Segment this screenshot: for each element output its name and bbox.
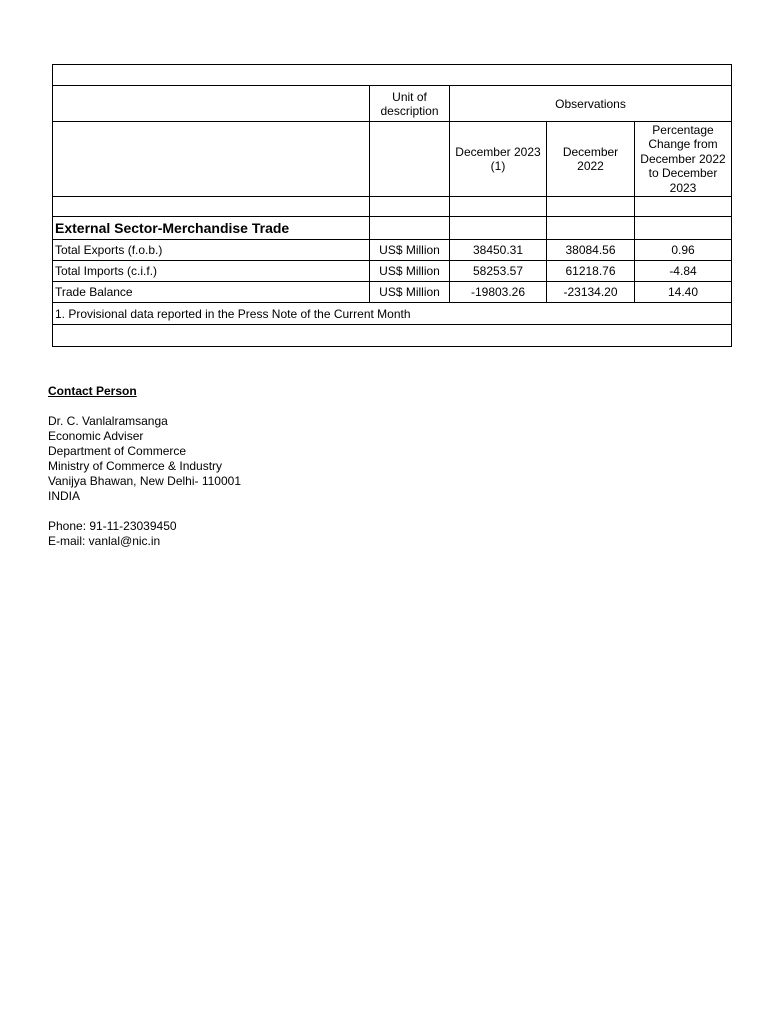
row-dec-2022-value: 38084.56	[547, 240, 635, 261]
trade-data-table	[52, 64, 732, 347]
dec-2022-header: December 2022	[547, 122, 635, 197]
dec-2023-header: December 2023 (1)	[450, 122, 547, 197]
footnote-row	[53, 303, 732, 325]
row-dec-2022-value: 61218.76	[547, 261, 635, 282]
contact-department: Department of Commerce	[48, 444, 187, 458]
table-top-empty-row	[53, 65, 732, 86]
observations-header: Observations	[450, 86, 732, 122]
row-change-value: -4.84	[635, 261, 732, 282]
contact-name: Dr. C. Vanlalramsanga	[48, 414, 168, 428]
unit-header: Unit of description	[370, 86, 450, 122]
table-blank-row	[53, 197, 732, 217]
table-header-row	[53, 86, 732, 122]
row-unit: US$ Million	[370, 282, 450, 303]
contact-phone: Phone: 91-11-23039450	[48, 519, 177, 533]
row-label: Trade Balance	[53, 282, 370, 303]
row-label: Total Exports (f.o.b.)	[53, 240, 370, 261]
contact-title: Economic Adviser	[48, 429, 144, 443]
table-row	[53, 282, 732, 303]
contact-address: Vanijya Bhawan, New Delhi- 110001	[48, 474, 242, 488]
table-row	[53, 240, 732, 261]
section-title-row	[53, 217, 732, 240]
row-unit: US$ Million	[370, 240, 450, 261]
section-title: External Sector-Merchandise Trade	[53, 217, 370, 240]
contact-heading: Contact Person	[48, 384, 137, 398]
table-subheader-row	[53, 122, 732, 197]
contact-ministry: Ministry of Commerce & Industry	[48, 459, 223, 473]
row-change-value: 0.96	[635, 240, 732, 261]
row-label: Total Imports (c.i.f.)	[53, 261, 370, 282]
row-dec-2023-value: -19803.26	[450, 282, 547, 303]
row-dec-2023-value: 58253.57	[450, 261, 547, 282]
contact-country: INDIA	[48, 489, 81, 503]
row-unit: US$ Million	[370, 261, 450, 282]
table-row	[53, 261, 732, 282]
contact-block	[48, 384, 241, 549]
row-dec-2023-value: 38450.31	[450, 240, 547, 261]
footnote: 1. Provisional data reported in the Press Note of the Current Month	[53, 303, 732, 325]
percentage-change-header: Percentage Change from December 2022 to December 2023	[635, 122, 732, 197]
contact-email: E-mail: vanlal@nic.in	[48, 534, 161, 548]
row-change-value: 14.40	[635, 282, 732, 303]
row-dec-2022-value: -23134.20	[547, 282, 635, 303]
table-bottom-empty-row	[53, 325, 732, 347]
